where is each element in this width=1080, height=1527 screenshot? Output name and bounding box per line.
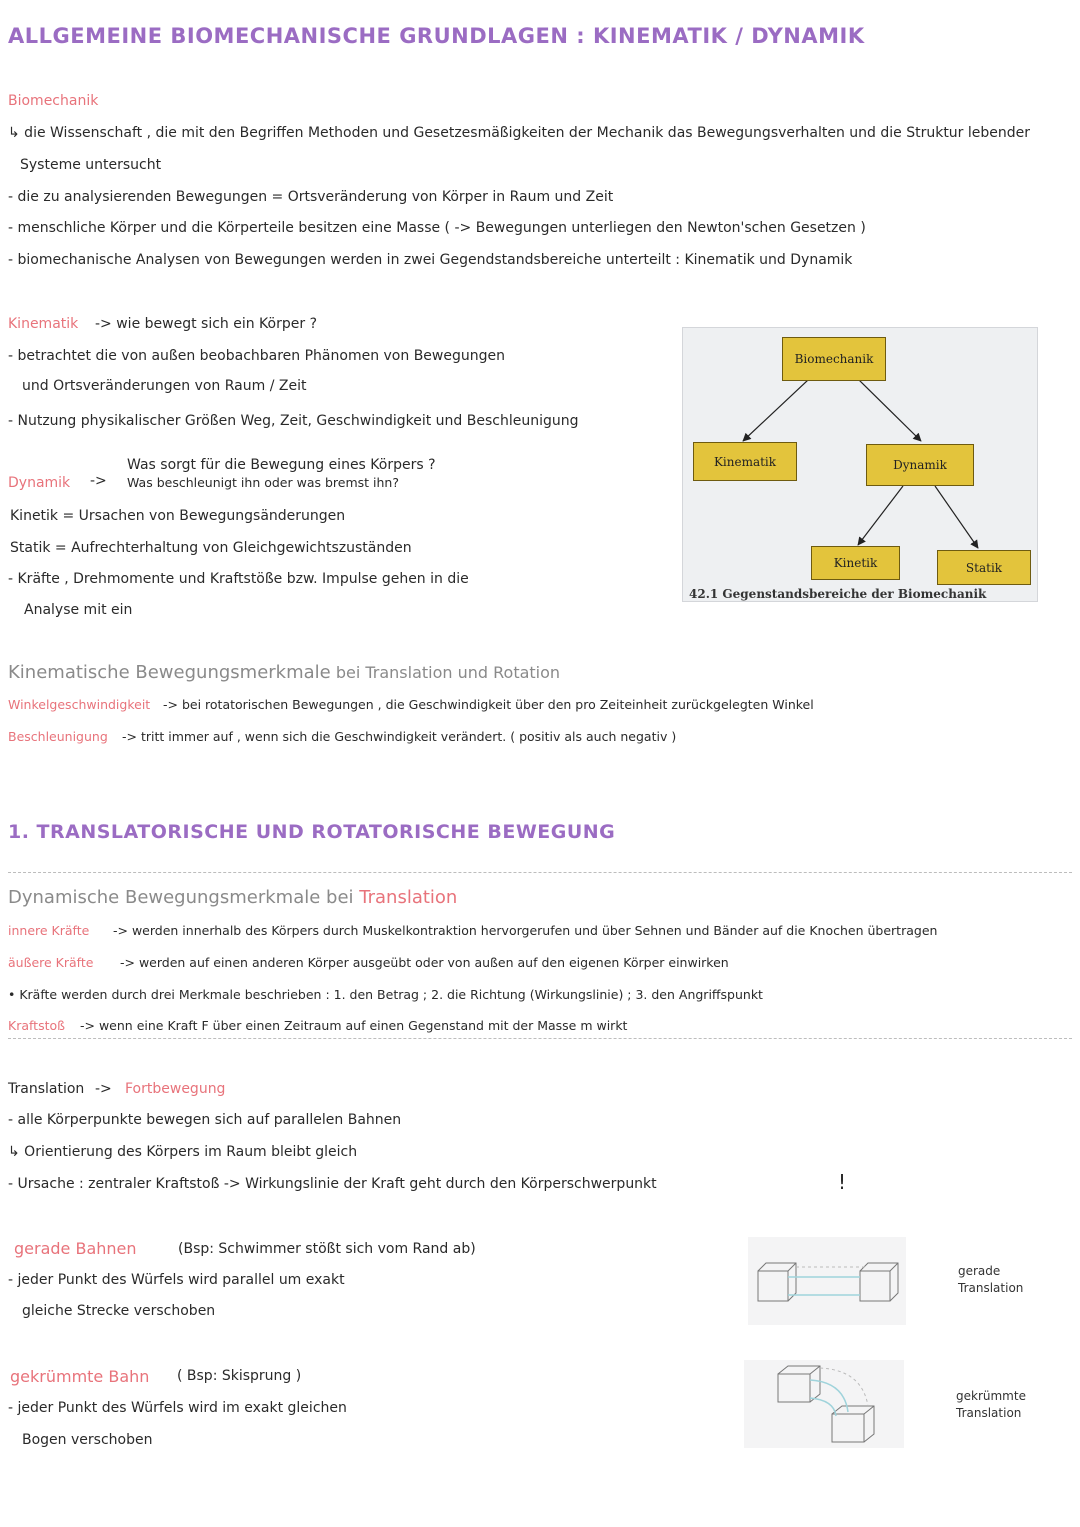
kraftstoss-term: Kraftstoß [8,1018,66,1033]
statik-definition: Statik = Aufrechterhaltung von Gleichgewichtszuständen [10,540,412,556]
translation-point-2: ↳ Orientierung des Körpers im Raum bleibt gleich [8,1144,358,1160]
kraefte-merkmale-text: • Kräfte werden durch drei Merkmale beschrieben : 1. den Betrag ; 2. die Richtung (Wirkungslinie) ; 3. den Angriffspunkt [8,987,763,1002]
dynamische-merkmale-heading [8,887,457,908]
dynamik-heading: Dynamik [8,475,71,491]
page-title: ALLGEMEINE BIOMECHANISCHE GRUNDLAGEN : KINEMATIK / DYNAMIK [8,24,865,48]
translation-term: Translation [8,1081,85,1097]
divider-bottom [8,1038,1072,1039]
dynamik-arrow: -> [90,473,107,489]
divider-top [8,872,1072,873]
kinetik-definition: Kinetik = Ursachen von Bewegungsänderungen [10,508,346,524]
aeussere-kraefte-text: -> werden auf einen anderen Körper ausgeübt oder von außen auf den eigenen Körper einwirken [120,955,729,970]
winkelgeschwindigkeit-term: Winkelgeschwindigkeit [8,697,151,712]
curved-cubes-svg [744,1360,904,1448]
kraftstoss-text: -> wenn eine Kraft F über einen Zeitraum auf einen Gegenstand mit der Masse m wirkt [80,1018,628,1033]
biomechanik-point-3: - biomechanische Analysen von Bewegungen werden in zwei Gegendstandsbereiche unterteilt : Kinematik und Dynamik [8,252,853,268]
dynamische-merkmale-heading-translation: Translation [359,887,458,908]
gekruemmt-label-line-2: Translation [956,1406,1022,1420]
gekruemmt-point-line-1: - jeder Punkt des Würfels wird im exakt gleichen [8,1400,347,1416]
gerade-point-line-2: gleiche Strecke verschoben [22,1303,216,1319]
diagram-caption: 42.1 Gegenstandsbereiche der Biomechanik [689,587,987,601]
biomechanik-diagram [682,327,1038,602]
dynamik-question-1: Was sorgt für die Bewegung eines Körpers ? [127,457,436,473]
innere-kraefte-text: -> werden innerhalb des Körpers durch Muskelkontraktion hervorgerufen und über Sehnen und Bänder auf die Knochen übertragen [113,923,938,938]
biomechanik-definition-line-1: ↳ die Wissenschaft , die mit den Begriffen Methoden und Gesetzesmäßigkeiten der Mechanik das Bewegungsverhalten und die Struktur lebender [8,125,1031,141]
gerade-bahnen-example: (Bsp: Schwimmer stößt sich vom Rand ab) [178,1241,476,1257]
gerade-label-line-2: Translation [958,1281,1024,1295]
gerade-label-line-1: gerade [958,1264,1001,1278]
dynamik-question-2: Was beschleunigt ihn oder was bremst ihn? [127,475,399,490]
kinematik-point-1-line-1: - betrachtet die von außen beobachbaren Phänomen von Bewegungen [8,348,505,364]
kinematik-question: -> wie bewegt sich ein Körper ? [95,316,317,332]
gerade-point-line-1: - jeder Punkt des Würfels wird parallel um exakt [8,1272,345,1288]
dynamische-merkmale-heading-bei: bei [320,887,360,908]
dynamische-merkmale-heading-main: Dynamische Bewegungsmerkmale [8,887,321,908]
biomechanik-heading: Biomechanik [8,93,99,109]
diagram-box-dynamik: Dynamik [866,444,974,486]
straight-cubes-svg [748,1237,906,1325]
arrow-to-kinematik [743,380,808,441]
biomechanik-point-1: - die zu analysierenden Bewegungen = Ortsveränderung von Körper in Raum und Zeit [8,189,614,205]
gekruemmte-translation-illustration [744,1360,904,1448]
diagram-box-biomechanik: Biomechanik [782,337,886,381]
translation-meaning: Fortbewegung [125,1081,226,1097]
diagram-box-kinetik: Kinetik [811,546,900,580]
beschleunigung-text: -> tritt immer auf , wenn sich die Geschwindigkeit verändert. ( positiv als auch negativ ) [122,729,677,744]
gerade-translation-illustration [748,1237,906,1325]
kinematik-point-2: - Nutzung physikalischer Größen Weg, Zeit, Geschwindigkeit und Beschleunigung [8,413,579,429]
translation-arrow: -> [95,1081,112,1097]
aeussere-kraefte-term: äußere Kräfte [8,955,94,970]
gekruemmt-point-line-2: Bogen verschoben [22,1432,153,1448]
dynamik-point-1-line-2: Analyse mit ein [24,602,133,618]
gekruemmte-bahn-example: ( Bsp: Skisprung ) [177,1368,302,1384]
dynamik-point-1-line-1: - Kräfte , Drehmomente und Kraftstöße bzw. Impulse gehen in die [8,571,469,587]
gekruemmt-label-line-1: gekrümmte [956,1389,1026,1403]
arrow-to-dynamik [859,380,921,441]
biomechanik-definition-line-2: Systeme untersucht [20,157,162,173]
kinematische-merkmale-heading-main: Kinematische Bewegungsmerkmale [8,662,331,683]
translation-point-3: - Ursache : zentraler Kraftstoß -> Wirkungslinie der Kraft geht durch den Körperschwerpunkt [8,1176,657,1192]
kinematische-merkmale-heading [8,662,560,683]
kinematik-heading: Kinematik [8,316,79,332]
arrow-to-kinetik [858,486,903,545]
kinematische-merkmale-heading-tail: bei Translation und Rotation [330,663,561,682]
diagram-box-kinematik: Kinematik [693,442,797,481]
translation-point-1: - alle Körperpunkte bewegen sich auf parallelen Bahnen [8,1112,402,1128]
gekruemmte-bahn-term: gekrümmte Bahn [10,1367,150,1386]
diagram-box-statik: Statik [937,550,1031,585]
section-1-title: 1. TRANSLATORISCHE UND ROTATORISCHE BEWEGUNG [8,821,616,843]
biomechanik-point-2: - menschliche Körper und die Körperteile besitzen eine Masse ( -> Bewegungen unterliegen den Newton'schen Gesetzen ) [8,220,866,236]
winkelgeschwindigkeit-text: -> bei rotatorischen Bewegungen , die Geschwindigkeit über den pro Zeiteinheit zurückgelegten Winkel [163,697,814,712]
innere-kraefte-term: innere Kräfte [8,923,90,938]
beschleunigung-term: Beschleunigung [8,729,108,744]
important-mark: ! [838,1170,847,1194]
arrow-to-statik [935,486,978,548]
kinematik-point-1-line-2: und Ortsveränderungen von Raum / Zeit [22,378,307,394]
gerade-bahnen-term: gerade Bahnen [14,1239,137,1258]
